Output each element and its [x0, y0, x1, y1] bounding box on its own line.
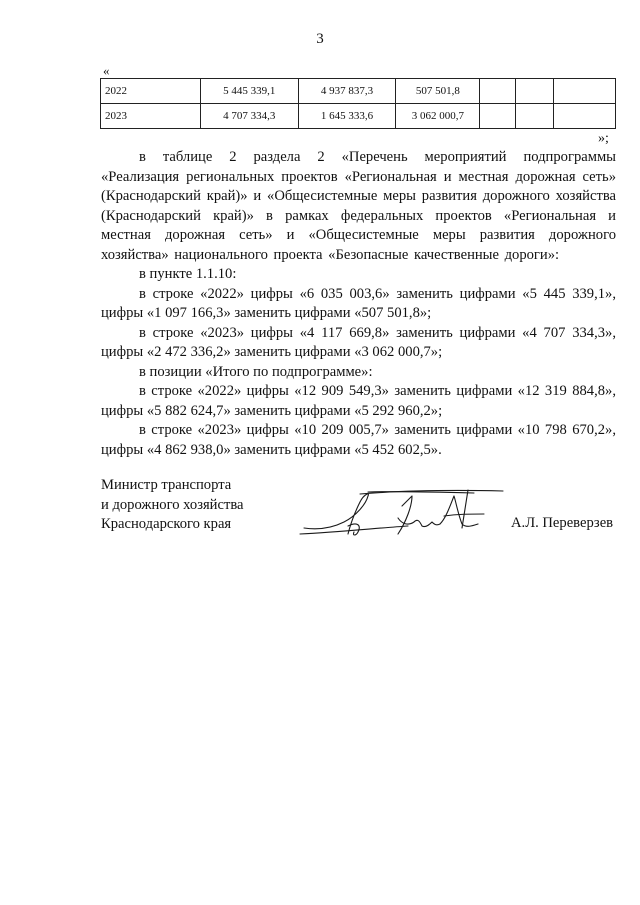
- empty-cell: [554, 79, 616, 104]
- table-row: [101, 79, 616, 104]
- value-cell: 5 445 339,1: [200, 79, 298, 104]
- signer-name: А.Л. Переверзев: [511, 515, 614, 531]
- table-close-quote: »;: [598, 131, 609, 146]
- paragraph: в пункте 1.1.10:: [139, 266, 237, 282]
- value-cell: 4 707 334,3: [200, 104, 298, 129]
- empty-cell: [516, 79, 554, 104]
- paragraph: в строке «2023» цифры «10 209 005,7» заменить цифрами «10 798 670,2», цифры «4 862 938,0» заменить цифрами «5 452 602,5».: [101, 422, 616, 458]
- empty-cell: [554, 104, 616, 129]
- table-row: [101, 104, 616, 129]
- page-number: 3: [316, 31, 324, 47]
- signer-title-line: Краснодарского края: [101, 516, 232, 532]
- value-cell: 507 501,8: [396, 79, 480, 104]
- value-cell: 1 645 333,6: [298, 104, 396, 129]
- table-open-quote: «: [103, 63, 110, 78]
- intro-paragraph: в таблице 2 раздела 2 «Перечень мероприятий подпрограммы «Реализация региональных проектов «Региональная и местная дорожная сеть» (Краснодарский край)» и «Общесистемные меры развития дорожного хозяйства (Краснодарский край)» в рамках федеральных проектов «Региональная и местная дорожная сеть» и «Общесистемные меры развития дорожного хозяйства» национального проекта «Безопасные качественные дороги»:: [101, 149, 616, 263]
- handwritten-signature: [298, 488, 504, 544]
- empty-cell: [516, 104, 554, 129]
- signer-title-line: и дорожного хозяйства: [101, 496, 244, 513]
- year-cell: 2022: [101, 79, 201, 104]
- empty-cell: [480, 104, 516, 129]
- value-cell: 3 062 000,7: [396, 104, 480, 129]
- amendment-text: [101, 148, 616, 460]
- paragraph: в позиции «Итого по подпрограмме»:: [139, 363, 373, 380]
- empty-cell: [480, 79, 516, 104]
- value-cell: 4 937 837,3: [298, 79, 396, 104]
- signer-title-line: Министр транспорта: [101, 477, 232, 493]
- budget-table: [100, 78, 616, 129]
- paragraph: в строке «2022» цифры «12 909 549,3» заменить цифрами «12 319 884,8», цифры «5 882 624,7» заменить цифрами «5 292 960,2»;: [101, 383, 616, 419]
- year-cell: 2023: [101, 104, 201, 129]
- paragraph: в строке «2023» цифры «4 117 669,8» заменить цифрами «4 707 334,3», цифры «2 472 336,2» заменить цифрами «3 062 000,7»;: [101, 324, 616, 360]
- signer-title: [101, 476, 244, 535]
- paragraph: в строке «2022» цифры «6 035 003,6» заменить цифрами «5 445 339,1», цифры «1 097 166,3» заменить цифрами «507 501,8»;: [101, 285, 616, 321]
